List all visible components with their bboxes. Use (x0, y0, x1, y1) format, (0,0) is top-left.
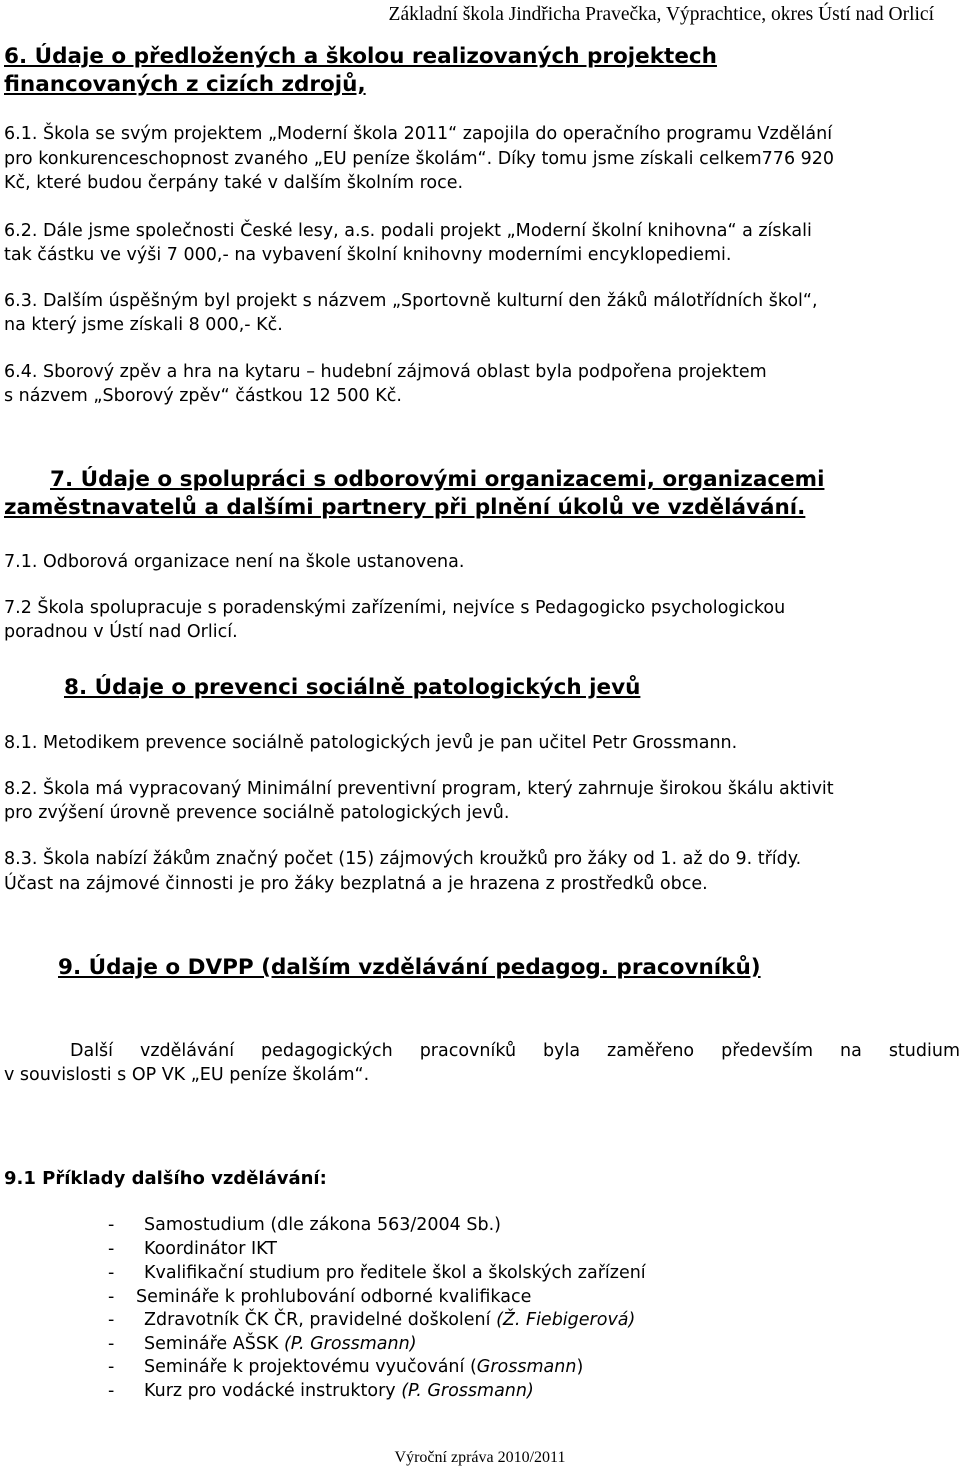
section-8-heading: 8. Údaje o prevenci sociálně patologických jevů (64, 675, 641, 700)
paragraph-8-2-line2: pro zvýšení úrovně prevence sociálně patologických jevů. (4, 803, 510, 823)
list-item: - Semináře k projektovému vyučování (Grossmann) (108, 1357, 584, 1377)
paragraph-8-2-line1: 8.2. Škola má vypracovaný Minimální preventivní program, který zahrnuje širokou škálu aktivit (4, 779, 834, 799)
paragraph-8-3-line2: Účast na zájmové činnosti je pro žáky bezplatná a je hrazena z prostředků obce. (4, 874, 708, 894)
paragraph-6-1-line2: pro konkurenceschopnost zvaného „EU peníze školám“. Díky tomu jsme získali celkem776 920 (4, 149, 835, 169)
list-item: - Zdravotník ČK ČR, pravidelné doškolení (Ž. Fiebigerová) (108, 1310, 636, 1330)
paragraph-6-4-line2: s názvem „Sborový zpěv“ částkou 12 500 Kč. (4, 386, 402, 406)
paragraph-8-1: 8.1. Metodikem prevence sociálně patologických jevů je pan učitel Petr Grossmann. (4, 733, 738, 753)
paragraph-7-2-line2: poradnou v Ústí nad Orlicí. (4, 622, 238, 642)
paragraph-6-4-line1: 6.4. Sborový zpěv a hra na kytaru – hudební zájmová oblast byla podpořena projektem (4, 362, 767, 382)
paragraph-6-2-line1: 6.2. Dále jsme společnosti České lesy, a.s. podali projekt „Moderní školní knihovna“ a získali (4, 221, 812, 241)
paragraph-7-1: 7.1. Odborová organizace není na škole ustanovena. (4, 552, 465, 572)
list-item: - Semináře AŠSK (P. Grossmann) (108, 1334, 417, 1354)
page-footer: Výroční zpráva 2010/2011 (394, 1449, 566, 1466)
paragraph-6-1-line3: Kč, které budou čerpány také v dalším školním roce. (4, 173, 464, 193)
section-7-heading-line2: zaměstnavatelů a dalšími partnery při plnění úkolů ve vzdělávání. (4, 495, 806, 520)
page-header: Základní škola Jindřicha Pravečka, Výprachtice, okres Ústí nad Orlicí (388, 4, 934, 25)
section-9-heading: 9. Údaje o DVPP (dalším vzdělávání pedagog. pracovníků) (58, 955, 761, 980)
list-item: - Kvalifikační studium pro ředitele škol a školských zařízení (108, 1263, 646, 1283)
section-7-heading-line1: 7. Údaje o spolupráci s odborovými organizacemi, organizacemi (50, 467, 825, 492)
list-item: - Koordinátor IKT (108, 1239, 277, 1259)
paragraph-8-3-line1: 8.3. Škola nabízí žákům značný počet (15) zájmových kroužků pro žáky od 1. až do 9. třídy. (4, 849, 802, 869)
paragraph-6-3-line2: na který jsme získali 8 000,- Kč. (4, 315, 283, 335)
paragraph-9-line2: v souvislosti s OP VK „EU peníze školám“. (4, 1065, 370, 1085)
paragraph-6-1-line1: 6.1. Škola se svým projektem „Moderní škola 2011“ zapojila do operačního programu Vzdělání (4, 124, 833, 144)
list-item: - Samostudium (dle zákona 563/2004 Sb.) (108, 1215, 501, 1235)
paragraph-6-2-line2: tak částku ve výši 7 000,- na vybavení školní knihovny moderními encyklopediemi. (4, 245, 732, 265)
list-item: - Semináře k prohlubování odborné kvalifikace (108, 1287, 532, 1307)
paragraph-9-line1: Další vzdělávání pedagogických pracovníků byla zaměřeno především na studium (70, 1041, 960, 1061)
subsection-9-1-heading: 9.1 Příklady dalšího vzdělávání: (4, 1168, 327, 1189)
paragraph-6-3-line1: 6.3. Dalším úspěšným byl projekt s názvem „Sportovně kulturní den žáků málotřídních škol“, (4, 291, 818, 311)
section-6-heading-line2: financovaných z cizích zdrojů, (4, 72, 366, 97)
list-item: - Kurz pro vodácké instruktory (P. Grossmann) (108, 1381, 534, 1401)
section-6-heading-line1: 6. Údaje o předložených a školou realizovaných projektech (4, 44, 717, 69)
paragraph-7-2-line1: 7.2 Škola spolupracuje s poradenskými zařízeními, nejvíce s Pedagogicko psychologickou (4, 598, 786, 618)
